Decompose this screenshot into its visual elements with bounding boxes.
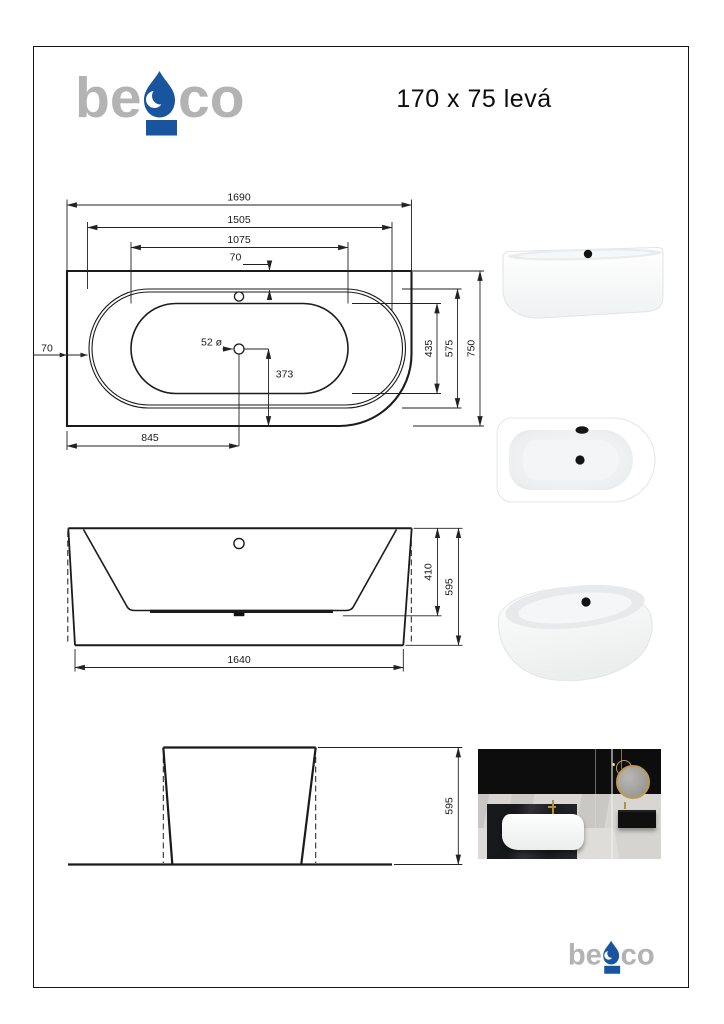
dim-base-length: 1640 [227, 654, 251, 666]
brand-underline-block [604, 966, 620, 974]
drain-mark-side [234, 613, 245, 617]
dim-drain-from-left: 845 [141, 432, 159, 444]
dim-total-width: 750 [465, 339, 478, 358]
photo-gold-spout [548, 806, 556, 808]
water-drop-icon [603, 941, 619, 965]
render-perspective-view [489, 574, 661, 698]
photo-round-mirror [616, 765, 650, 799]
brand-text-right: co [178, 66, 245, 130]
render-side-view [497, 238, 669, 334]
dim-basin-length: 1075 [227, 234, 251, 246]
photo-glass-edge [595, 749, 596, 859]
dim-top-rim-offset: 70 [229, 251, 242, 264]
end-view-drawing [68, 748, 392, 865]
brand-text-left: be [567, 939, 602, 972]
dim-total-length: 1690 [227, 191, 251, 204]
overflow-hole-plan [234, 292, 243, 301]
plan-view-dimensions [34, 200, 484, 451]
brand-text-left: be [75, 66, 142, 130]
dim-basin-depth: 410 [422, 563, 435, 581]
render-top-view [491, 414, 661, 508]
product-title: 170 x 75 levá [396, 85, 552, 113]
overflow-dot [581, 597, 590, 606]
dim-side-height: 595 [443, 578, 456, 596]
side-view-drawing [68, 528, 412, 645]
dim-rim-length: 1505 [227, 214, 251, 226]
dim-rim-width: 575 [443, 339, 456, 358]
dim-left-rim-offset: 70 [41, 342, 53, 355]
photo-lifestyle-bathroom [478, 749, 661, 859]
overflow-dot [584, 250, 592, 258]
brand-logo-footer [566, 933, 664, 974]
end-view-dimensions [318, 748, 462, 865]
drain-dot [575, 455, 584, 464]
brand-text-right: co [620, 939, 655, 972]
overflow-hole-side [234, 538, 244, 548]
end-view-labels [443, 797, 455, 815]
side-view-dimensions [75, 528, 463, 671]
dim-drain-offset: 373 [275, 368, 294, 381]
dim-end-height: 595 [443, 797, 456, 815]
photo-vanity-tap [624, 802, 626, 810]
photo-bulb [612, 763, 615, 766]
overflow-dot [576, 426, 589, 434]
dim-drain-diameter: 52 ø [200, 336, 223, 349]
photo-white-bathtub [502, 814, 584, 850]
dim-basin-width: 435 [423, 339, 435, 358]
drain-hole-plan [234, 344, 244, 354]
side-view-labels [227, 563, 455, 666]
photo-black-vanity [618, 810, 656, 829]
